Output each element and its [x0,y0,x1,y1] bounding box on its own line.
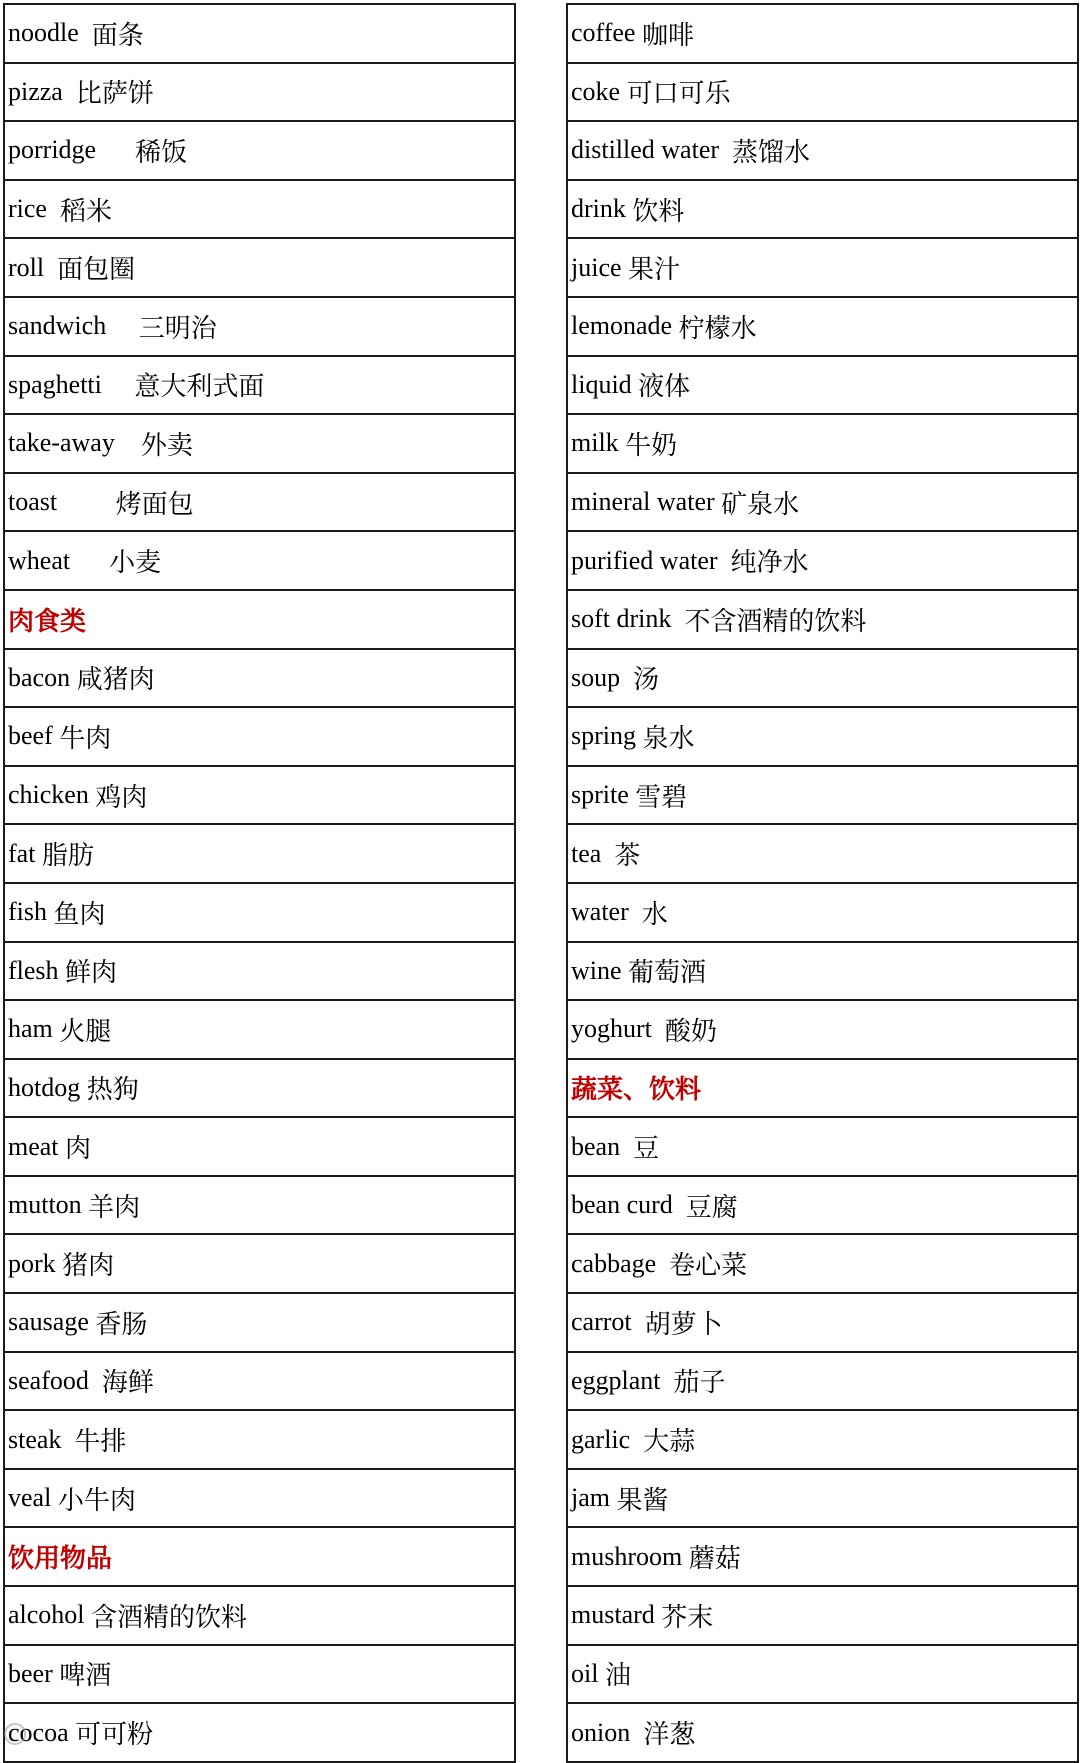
english-word: chicken [8,780,96,810]
chinese-translation: 肉 [65,1134,92,1165]
section-heading: 蔬菜、饮料 [571,1075,702,1106]
english-word: cocoa [8,1717,76,1747]
vocabulary-row [568,474,1077,533]
english-word: sandwich [8,311,139,341]
chinese-translation: 小麦 [109,548,162,579]
english-word: coke [571,76,627,106]
english-word: steak [8,1424,75,1454]
chinese-translation: 不含酒精的饮料 [684,606,867,637]
vocabulary-row [5,181,514,240]
english-word: water [571,897,642,927]
english-word: noodle [8,18,92,48]
chinese-translation: 热狗 [86,1075,139,1106]
english-word: meat [8,1131,66,1161]
vocabulary-row [568,1353,1077,1412]
english-word: distilled water [571,135,733,165]
english-word: veal [8,1483,58,1513]
chinese-translation: 油 [604,1661,631,1692]
chinese-translation: 豆腐 [685,1192,738,1223]
vocabulary-row [5,1177,514,1236]
chinese-translation: 面条 [91,20,144,51]
vocabulary-row [568,1411,1077,1470]
vocabulary-row [568,239,1077,298]
vocabulary-row [568,64,1077,123]
chinese-translation: 柠檬水 [678,313,757,344]
chinese-translation: 鱼肉 [53,899,106,930]
english-word: mushroom [571,1541,689,1571]
english-word: fat [8,838,42,868]
chinese-translation: 大蒜 [643,1427,696,1458]
english-word: ham [8,1014,60,1044]
english-word: fish [8,897,54,927]
chinese-translation: 牛排 [74,1427,127,1458]
english-word: bacon [8,662,77,692]
vocabulary-row [5,298,514,357]
english-word: roll [8,252,58,282]
english-word: carrot [571,1307,645,1337]
chinese-translation: 雪碧 [635,782,688,813]
english-word: soup [571,662,634,692]
chinese-translation: 牛肉 [59,723,112,754]
vocabulary-row [568,1646,1077,1705]
section-heading-row [5,1528,514,1587]
vocabulary-row [5,239,514,298]
chinese-translation: 猪肉 [62,1251,115,1282]
vocabulary-row [5,767,514,826]
vocabulary-table-left [3,3,516,1763]
chinese-translation: 蘑菇 [688,1544,741,1575]
vocabulary-row [568,5,1077,64]
vocabulary-row [568,1235,1077,1294]
vocabulary-row [5,5,514,64]
chinese-translation: 泉水 [642,723,695,754]
chinese-translation: 纯净水 [730,548,809,579]
vocabulary-row [568,708,1077,767]
english-word: tea [571,838,615,868]
english-word: mineral water [571,487,722,517]
english-word: pork [8,1248,63,1278]
chinese-translation: 葡萄酒 [628,958,707,989]
chinese-translation: 香肠 [95,1309,148,1340]
chinese-translation: 意大利式面 [134,372,265,403]
vocabulary-row [5,1470,514,1529]
chinese-translation: 胡萝卜 [644,1309,723,1340]
vocabulary-row [568,825,1077,884]
english-word: mutton [8,1190,89,1220]
english-word: pizza [8,76,76,106]
english-word: sprite [571,780,636,810]
chinese-translation: 酸奶 [664,1016,717,1047]
english-word: oil [571,1658,605,1688]
english-word: take-away [8,428,141,458]
vocabulary-row [5,1235,514,1294]
english-word: liquid [571,369,639,399]
english-word: coffee [571,18,642,48]
vocabulary-table-right [566,3,1079,1763]
english-word: beef [8,721,60,751]
chinese-translation: 稻米 [59,196,112,227]
vocabulary-row [5,1118,514,1177]
vocabulary-row [568,1470,1077,1529]
english-word: sausage [8,1307,96,1337]
english-word: flesh [8,955,66,985]
chinese-translation: 烤面包 [115,489,194,520]
chinese-translation: 面包圈 [57,255,136,286]
chinese-translation: 羊肉 [88,1192,141,1223]
vocabulary-row [5,1353,514,1412]
chinese-translation: 含酒精的饮料 [91,1602,248,1633]
chinese-translation: 蒸馏水 [732,137,811,168]
vocabulary-row [568,1704,1077,1763]
section-heading: 肉食类 [8,606,87,637]
chinese-translation: 比萨饼 [75,79,154,110]
english-word: garlic [571,1424,644,1454]
vocabulary-row [5,1411,514,1470]
chinese-translation: 液体 [638,372,691,403]
vocabulary-row [5,474,514,533]
vocabulary-row [5,1646,514,1705]
vocabulary-row [568,591,1077,650]
vocabulary-row [5,415,514,474]
english-word: drink [571,194,633,224]
chinese-translation: 芥末 [661,1602,714,1633]
chinese-translation: 脂肪 [41,841,94,872]
vocabulary-row [568,122,1077,181]
english-word: alcohol [8,1600,92,1630]
chinese-translation: 啤酒 [59,1661,112,1692]
chinese-translation: 洋葱 [643,1720,696,1751]
chinese-translation: 可可粉 [75,1720,154,1751]
chinese-translation: 饮料 [632,196,685,227]
english-word: soft drink [571,604,685,634]
chinese-translation: 茶 [614,841,641,872]
vocabulary-row [568,1001,1077,1060]
chinese-translation: 矿泉水 [721,489,800,520]
chinese-translation: 火腿 [59,1016,112,1047]
chinese-translation: 三明治 [138,313,217,344]
english-word: spaghetti [8,369,135,399]
vocabulary-row [568,943,1077,1002]
vocabulary-row [568,357,1077,416]
english-word: purified water [571,545,731,575]
chinese-translation: 海鲜 [101,1368,154,1399]
section-heading: 饮用物品 [8,1544,113,1575]
vocabulary-row [5,64,514,123]
vocabulary-row [568,181,1077,240]
chinese-translation: 茄子 [673,1368,726,1399]
chinese-translation: 果酱 [616,1485,669,1516]
vocabulary-row [5,1060,514,1119]
chinese-translation: 鲜肉 [65,958,118,989]
vocabulary-row [5,650,514,709]
english-word: mustard [571,1600,662,1630]
english-word: beer [8,1658,60,1688]
english-word: wine [571,955,629,985]
chinese-translation: 果汁 [628,255,681,286]
chinese-translation: 咸猪肉 [76,665,155,696]
vocabulary-row [568,650,1077,709]
vocabulary-row [5,357,514,416]
english-word: cabbage [571,1248,670,1278]
chinese-translation: 卷心菜 [669,1251,748,1282]
vocabulary-row [568,1294,1077,1353]
vocabulary-row [568,415,1077,474]
section-heading-row [5,591,514,650]
chinese-translation: 咖啡 [641,20,694,51]
english-word: juice [571,252,629,282]
english-word: onion [571,1717,644,1747]
english-word: lemonade [571,311,679,341]
vocabulary-row [5,1587,514,1646]
english-word: toast [8,487,116,517]
vocabulary-row [568,884,1077,943]
english-word: wheat [8,545,110,575]
english-word: milk [571,428,626,458]
chinese-translation: 稀饭 [135,137,188,168]
english-word: eggplant [571,1365,674,1395]
vocabulary-row [5,943,514,1002]
chinese-translation: 鸡肉 [95,782,148,813]
english-word: jam [571,1483,617,1513]
section-heading-row [568,1060,1077,1119]
vocabulary-row [5,532,514,591]
english-word: porridge [8,135,136,165]
vocabulary-row [5,1294,514,1353]
vocabulary-row [568,1587,1077,1646]
vocabulary-row [568,767,1077,826]
vocabulary-row [568,1118,1077,1177]
english-word: bean [571,1131,634,1161]
chinese-translation: 外卖 [140,430,193,461]
vocabulary-row [5,1001,514,1060]
chinese-translation: 牛奶 [625,430,678,461]
english-word: spring [571,721,643,751]
vocabulary-row [5,1704,514,1763]
vocabulary-row [568,1177,1077,1236]
vocabulary-row [5,825,514,884]
vocabulary-row [5,122,514,181]
vocabulary-row [568,1528,1077,1587]
vocabulary-row [568,532,1077,591]
english-word: hotdog [8,1072,87,1102]
chinese-translation: 水 [641,899,668,930]
chinese-translation: 豆 [633,1134,660,1165]
vocabulary-row [568,298,1077,357]
english-word: seafood [8,1365,102,1395]
english-word: rice [8,194,60,224]
vocabulary-row [5,708,514,767]
chinese-translation: 可口可乐 [626,79,731,110]
vocabulary-row [5,884,514,943]
english-word: bean curd [571,1190,686,1220]
chinese-translation: 汤 [633,665,660,696]
chinese-translation: 小牛肉 [57,1485,136,1516]
english-word: yoghurt [571,1014,665,1044]
